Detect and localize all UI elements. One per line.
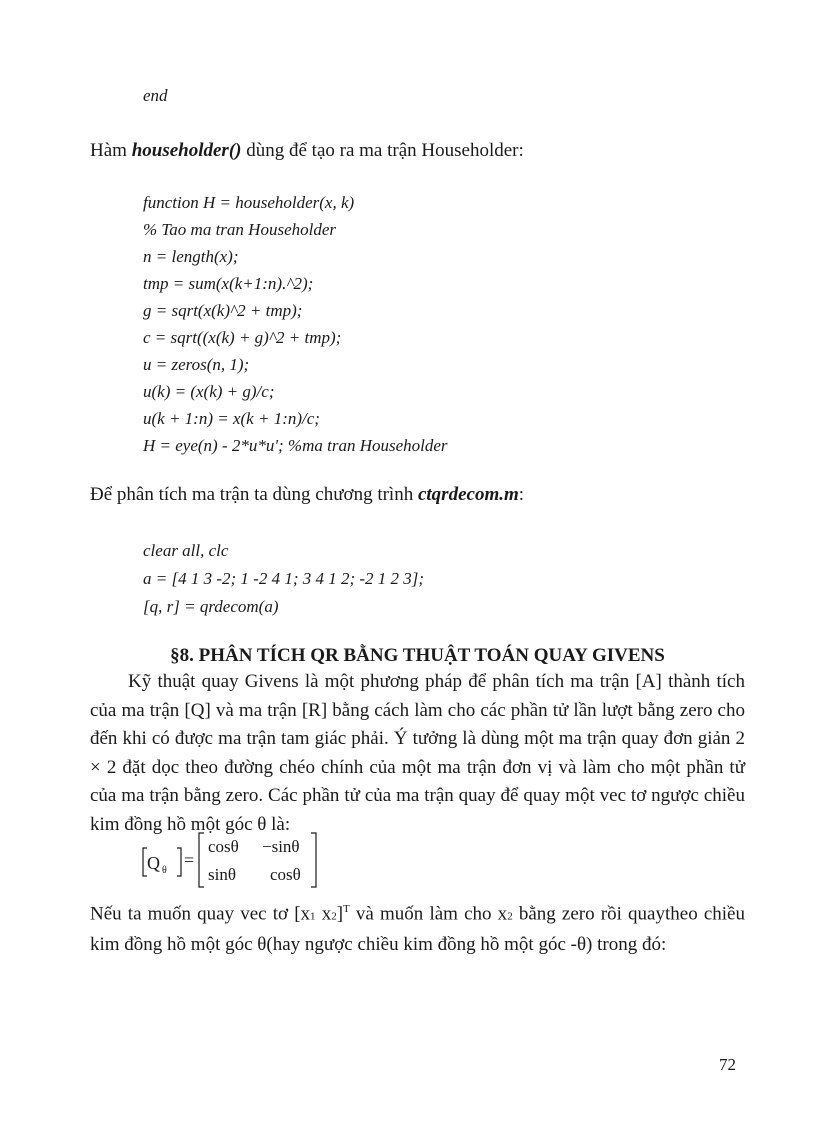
text-fragment: và muốn làm cho x [349,903,508,925]
code-line: H = eye(n) - 2*u*u'; %ma tran Householder [143,436,448,455]
function-name: householder() [131,140,242,161]
matrix-cell: cosθ [270,865,301,884]
code-line: u = zeros(n, 1); [143,355,250,374]
paragraph-rotate-vector [90,895,745,960]
text-fragment: Nếu ta muốn quay vec tơ [x [90,903,311,925]
superscript: T [343,903,350,915]
matrix-lhs: Q [147,853,160,873]
subscript: 2 [331,910,337,923]
matrix-cell: sinθ [208,865,236,884]
text-fragment: bằng zero rồi quaytheo chiều kim đồng hồ một góc θ(hay ngược chiều kim đồng hồ một góc -θ) trong đó: [90,903,745,955]
code-line: c = sqrt((x(k) + g)^2 + tmp); [143,328,342,347]
code-line: a = [4 1 3 -2; 1 -2 4 1; 3 4 1 2; -2 1 2 3]; [143,569,425,588]
text-fragment: x [315,903,332,925]
paragraph-program-intro [90,484,524,506]
code-line: function H = householder(x, k) [143,193,355,212]
file-name: ctqrdecom.m [417,484,519,505]
code-line: [q, r] = qrdecom(a) [143,597,279,616]
code-line: g = sqrt(x(k)^2 + tmp); [143,301,303,320]
text-fragment: ] [336,903,344,925]
code-line: tmp = sum(x(k+1:n).^2); [143,274,314,293]
matrix-cell: −sinθ [262,837,300,856]
code-line: u(k) = (x(k) + g)/c; [143,382,275,401]
code-line: % Tao ma tran Householder [143,220,336,239]
code-line: n = length(x); [143,247,239,266]
page-number: 72 [719,1055,736,1074]
code-line: clear all, clc [143,541,229,560]
text-fragment: : [518,484,525,505]
paragraph-givens: Kỹ thuật quay Givens là một phương pháp để phân tích ma trận [A] thành tích của ma trận [Q] và ma trận [R] bằng cách làm cho các phần tử lần lượt bằng zero cho đến khi có được ma trận tam giác phải. Ý tưởng là dùng một ma trận quay đơn giản 2 × 2 đặt dọc theo đường chéo chính của một ma trận đơn vị và làm cho một phần tử của ma trận bằng zero. Các phần tử của ma trận quay để quay một vec tơ ngược chiều kim đồng hồ một góc θ là: [90,671,745,835]
matrix-lhs-subscript: θ [162,865,167,876]
subscript: 2 [507,910,513,923]
code-line: u(k + 1:n) = x(k + 1:n)/c; [143,409,320,428]
text-fragment: dùng để tạo ra ma trận Householder: [241,140,524,161]
text-fragment: Hàm [90,140,132,161]
equals-sign: = [184,850,195,870]
subscript: 1 [310,910,316,923]
matrix-cell: cosθ [208,837,239,856]
section-heading: §8. PHÂN TÍCH QR BẰNG THUẬT TOÁN QUAY GIVENS [170,645,665,666]
text-fragment: Để phân tích ma trận ta dùng chương trình [90,484,418,505]
rotation-matrix [138,830,338,890]
code-line-end: end [143,86,168,105]
paragraph-householder-intro [90,140,524,162]
